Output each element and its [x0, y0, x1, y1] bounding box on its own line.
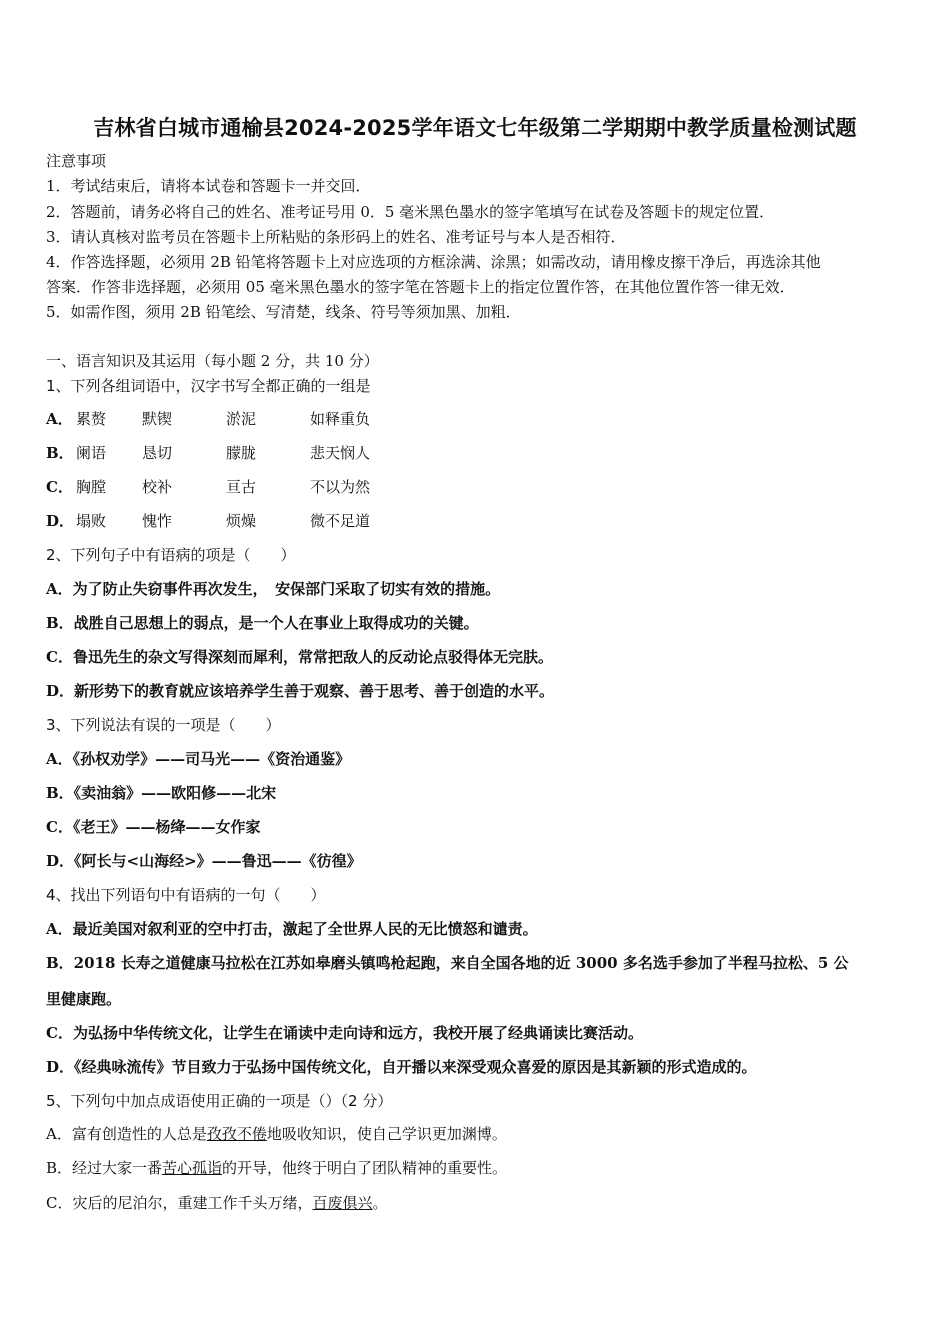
word: 塌败: [76, 512, 107, 530]
q5-option-c: [46, 1194, 388, 1212]
word: 如释重负: [310, 410, 371, 428]
question-3-stem: 3、下列说法有误的一项是（ ）: [46, 716, 281, 734]
question-5-stem: 5、下列句中加点成语使用正确的一项是（）（2 分）: [46, 1092, 393, 1110]
question-1-stem: 1、下列各组词语中，汉字书写全都正确的一组是: [46, 377, 371, 395]
q2-option-b: B．战胜自己思想上的弱点，是一个人在事业上取得成功的关键。: [46, 614, 479, 632]
q4-option-a: A．最近美国对叙利亚的空中打击，激起了全世界人民的无比愤怒和谴责。: [46, 920, 538, 938]
q2-option-a: A．为了防止失窃事件再次发生， 安保部门采取了切实有效的措施。: [46, 580, 501, 598]
section-heading: 一、语言知识及其运用（每小题 2 分，共 10 分）: [46, 352, 379, 370]
q2-option-d: D．新形势下的教育就应该培养学生善于观察、善于思考、善于创造的水平。: [46, 682, 555, 700]
option-letter: B．: [46, 444, 74, 462]
q1-option-b: [46, 444, 370, 462]
word: 累赘: [76, 410, 107, 428]
dotted-idiom: 孜孜不倦: [206, 1125, 267, 1143]
page-title: 吉林省白城市通榆县2024-2025学年语文七年级第二学期期中教学质量检测试题: [93, 116, 857, 140]
notice-item: 答案．作答非选择题，必须用 05 毫米黑色墨水的签字笔在答题卡上的指定位置作答，在其他位置作答一律无效．: [46, 278, 795, 296]
q1-option-d: [46, 512, 370, 530]
text: 的开导，他终于明白了团队精神的重要性。: [222, 1159, 508, 1177]
notice-item: 4．作答选择题，必须用 2B 铅笔将答题卡上对应选项的方框涂满、涂黑；如需改动，请用橡皮擦干净后，再选涂其他: [46, 253, 821, 271]
word: 不以为然: [310, 478, 371, 496]
text: B．经过大家一番: [46, 1159, 163, 1177]
q4-option-c: C．为弘扬中华传统文化，让学生在诵读中走向诗和远方，我校开展了经典诵读比赛活动。: [46, 1024, 643, 1042]
q4-option-b-cont: 里健康跑。: [46, 990, 122, 1008]
option-letter: D．: [46, 512, 75, 530]
text: A．富有创造性的人总是: [46, 1125, 207, 1143]
word: 阑语: [76, 444, 107, 462]
text: C．灾后的尼泊尔，重建工作千头万绪，: [46, 1194, 313, 1212]
q5-option-a: [46, 1125, 507, 1143]
word: 恳切: [142, 444, 173, 462]
notice-item: 3．请认真核对监考员在答题卡上所粘贴的条形码上的姓名、准考证号与本人是否相符．: [46, 228, 626, 246]
notice-item: 1．考试结束后，请将本试卷和答题卡一并交回．: [46, 177, 371, 195]
q3-option-b: B．《卖油翁》——欧阳修——北宋: [46, 784, 277, 802]
question-4-stem: 4、找出下列语句中有语病的一句（ ）: [46, 886, 326, 904]
word: 胸膛: [76, 478, 107, 496]
q1-option-a: [46, 410, 370, 428]
q2-option-c: C．鲁迅先生的杂文写得深刻而犀利，常常把敌人的反动论点驳得体无完肤。: [46, 648, 553, 666]
q3-option-d: D．《阿长与<山海经>》——鲁迅——《彷徨》: [46, 852, 362, 870]
word: 亘古: [226, 478, 257, 496]
question-2-stem: 2、下列句子中有语病的项是（ ）: [46, 546, 296, 564]
word: 校补: [142, 478, 173, 496]
q4-option-d: D．《经典咏流传》节目致力于弘扬中国传统文化，自开播以来深受观众喜爱的原因是其新颖的形式造成的。: [46, 1058, 757, 1076]
word: 悲天悯人: [310, 444, 371, 462]
dotted-idiom: 苦心孤诣: [162, 1159, 223, 1177]
word: 微不足道: [310, 512, 371, 530]
text: 地吸收知识，使自己学识更加渊博。: [266, 1125, 507, 1143]
q5-option-b: [46, 1159, 507, 1177]
word: 默锲: [142, 410, 173, 428]
q1-option-c: [46, 478, 370, 496]
q4-option-b: B．2018 长寿之道健康马拉松在江苏如皋磨头镇鸣枪起跑，来自全国各地的近 3000 多名选手参加了半程马拉松、5 公: [46, 954, 849, 972]
word: 愧怍: [142, 512, 173, 530]
q3-option-a: A．《孙权劝学》——司马光——《资治通鉴》: [46, 750, 351, 768]
option-letter: A．: [46, 410, 73, 428]
notice-heading: 注意事项: [46, 152, 107, 170]
dotted-idiom: 百废俱兴: [312, 1194, 373, 1212]
option-letter: C．: [46, 478, 73, 496]
word: 烦燥: [226, 512, 257, 530]
notice-item: 2．答题前，请务必将自己的姓名、准考证号用 0．5 毫米黑色墨水的签字笔填写在试卷及答题卡的规定位置．: [46, 203, 775, 221]
notice-item: 5．如需作图，须用 2B 铅笔绘、写清楚，线条、符号等须加黑、加粗．: [46, 303, 521, 321]
word: 朦胧: [226, 444, 257, 462]
word: 淤泥: [226, 410, 257, 428]
text: 。: [372, 1194, 388, 1212]
q3-option-c: C．《老王》——杨绛——女作家: [46, 818, 261, 836]
